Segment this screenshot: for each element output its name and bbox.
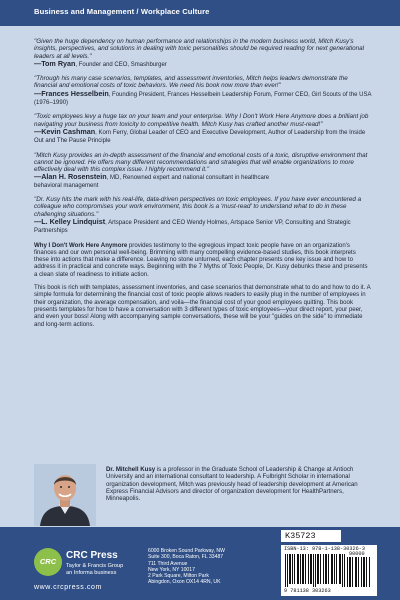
author-bio bbox=[34, 464, 372, 522]
catalog-code: K35723 bbox=[281, 530, 341, 542]
address-line: 2 Park Square, Milton Park bbox=[148, 573, 209, 580]
paragraph-text: provides testimony to the egregious impact toxic people have on an organization's finances and our own personal well-being. Brimming with many compelling evidence-based studies, this book interprets these into actions that make a difference. Leaving no stone unturned, each chapter presents one key issue and how to address it in practical and concrete ways. Beginning with the 7 Myths of Toxic People, Dr. Kusy debunks these and presents a clean slate of readiness to initiate action. bbox=[34, 241, 368, 278]
endorsement-quote bbox=[34, 113, 372, 145]
quote-text: "Mitch Kusy provides an in-depth assessment of the financial and emotional costs of a toxic, disruptive environment that cannot be ignored. He offers many different recommendations and strategies that will enable organizations to more effectively deal with this complex issue. I highly recommend it." bbox=[34, 151, 368, 174]
description-paragraph bbox=[34, 284, 372, 328]
address-line: 711 Third Avenue bbox=[148, 560, 188, 567]
description-paragraph bbox=[34, 242, 372, 278]
category-label: Business and Management / Workplace Culture bbox=[34, 7, 210, 16]
author-bio-body: is a professor in the Graduate School of Leadership & Change at Antioch University and an international consultant to leadership. A Fulbright Scholar in international organization development, Mitch was previously head of leadership development at American Express Financial Advisors and director of organization development for HealthPartners, Minneapolis. bbox=[106, 466, 358, 503]
publisher-addresses bbox=[148, 548, 256, 586]
endorsement-quote bbox=[34, 152, 372, 190]
isbn-number: ISBN-13: 978-1-138-30326-3 bbox=[284, 546, 365, 552]
quote-attribution bbox=[34, 173, 372, 182]
publisher-parent: an Informa business bbox=[66, 570, 117, 576]
address-line: Suite 300, Boca Raton, FL 33487 bbox=[148, 554, 224, 561]
endorsement-quote bbox=[34, 38, 372, 69]
attribution-name: —Frances Hesselbein bbox=[34, 88, 109, 98]
quote-text: "Given the huge dependency on human performance and relationships in the modern business world, Mitch Kusy's insights, perspectives, and solutions in dealing with toxic personalities should be required reading for next generational leaders at all levels." bbox=[34, 38, 365, 60]
author-photo bbox=[34, 464, 96, 526]
cover-content bbox=[34, 38, 372, 334]
attribution-title: , Artspace President and CEO Wendy Holmes, Artspace Senior VP, Consulting and Strategic Partnerships bbox=[34, 219, 351, 235]
author-bio-text bbox=[106, 466, 372, 502]
quote-attribution bbox=[34, 128, 372, 146]
attribution-title: , Founder and CEO, Smashburger bbox=[75, 61, 167, 68]
price-barcode-icon bbox=[347, 557, 371, 587]
address-line: New York, NY 10017 bbox=[148, 566, 195, 573]
attribution-title: , Founding President, Frances Hesselbein Leadership Forum, Former CEO, Girl Scouts of the USA (1976–1990) bbox=[34, 91, 372, 107]
barcode-icon bbox=[285, 554, 345, 587]
book-title-lead: Why I Don't Work Here Anymore bbox=[34, 241, 128, 249]
quote-text: "Toxic employees levy a huge tax on your team and your enterprise. Why I Don't Work Here Anymore does a brilliant job navigating your business from toxicity to competitive health. Mitch Kusy has crafted another must-read!" bbox=[34, 113, 369, 128]
attribution-title: , MD, Renowned expert and national consultant in healthcare bbox=[106, 175, 270, 182]
publisher-url: www.crcpress.com bbox=[34, 584, 102, 591]
quote-text: "Through his many case scenarios, templates, and assessment inventories, Mitch helps leaders demonstrate the financial and emotional costs of toxic behaviors. We need his book now more than ever!" bbox=[34, 75, 348, 90]
paragraph-text: This book is rich with templates, assessment inventories, and case scenarios that demonstrate what to do and how to do it. A simple formula for determining the financial cost of toxic people allows readers to easily plug in the number of employees in their organization, the average compensation, and voila—the financial cost of your good employees quitting. This book presents templates for how to have a conversation with 3 different types of toxic employees—your direct report, your peer, and even your boss! Along with accompanying sample conversations, these will be your "guides on the side" to immediate and long-term actions. bbox=[34, 284, 371, 328]
attribution-name: —Kevin Cashman bbox=[34, 126, 96, 136]
quote-attribution bbox=[34, 218, 372, 236]
isbn-barcode bbox=[281, 545, 377, 596]
publisher-name: CRC Press bbox=[66, 550, 118, 561]
attribution-title: , Korn Ferry, Global Leader of CEO and Executive Development, Author of Leadership from the Inside Out and The Pause Principle bbox=[34, 129, 366, 145]
barcode-digits: 9 781138 303263 bbox=[284, 588, 331, 594]
quote-attribution bbox=[34, 60, 372, 69]
category-band bbox=[0, 0, 400, 26]
attribution-name: —Tom Ryan bbox=[34, 58, 76, 68]
crc-logo-text: CRC bbox=[39, 557, 57, 566]
author-name: Dr. Mitchell Kusy bbox=[106, 466, 156, 473]
price-code: 90000 bbox=[349, 551, 365, 557]
attribution-name: —Alan H. Rosenstein bbox=[34, 172, 107, 182]
endorsement-quote bbox=[34, 75, 372, 107]
address-line: 6000 Broken Sound Parkway, NW bbox=[148, 548, 225, 554]
attribution-continued: behavioral management bbox=[34, 182, 99, 189]
quote-attribution bbox=[34, 90, 372, 108]
publisher-group: Taylor & Francis Group bbox=[66, 563, 124, 569]
attribution-name: —L. Kelley Lindquist bbox=[34, 216, 106, 226]
quote-text: "Dr. Kusy hits the mark with his real-life, data-driven perspectives on toxic employees. If you have ever encountered a colleague who compromises your work environment, this book is a 'must-read' to understand what to do in these challenging situations." bbox=[34, 196, 362, 218]
endorsement-quote bbox=[34, 196, 372, 235]
author-portrait-image bbox=[34, 464, 96, 526]
address-line: Abingdon, Oxon OX14 4RN, UK bbox=[148, 579, 221, 586]
